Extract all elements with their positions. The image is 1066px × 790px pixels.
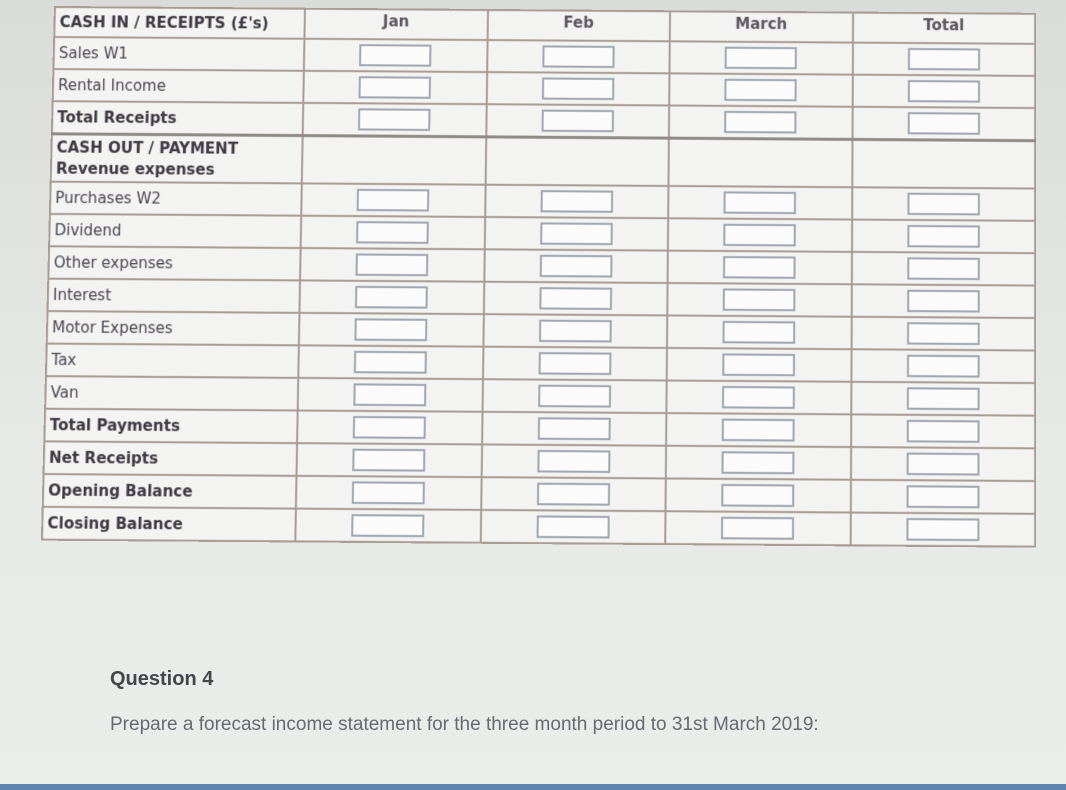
dividend-march-input[interactable] [723,224,796,247]
table-row [42,507,1035,547]
question-block [110,668,990,737]
cell-jan [296,476,481,510]
cell-march [668,186,852,220]
cell-feb [482,379,667,413]
cell-total [852,139,1035,189]
net-receipts-feb-input[interactable] [537,450,610,473]
motor-expenses-feb-input[interactable] [539,320,612,343]
cell-jan [303,103,487,136]
cell-box [856,448,1031,480]
cell-total [852,43,1035,76]
cell-box [673,219,847,251]
cell-box [488,283,662,315]
cash-flow-table [41,6,1036,548]
cell-feb [482,347,667,381]
net-receipts-total-input[interactable] [906,453,979,476]
cell-total [851,284,1035,318]
section-subtitle: Revenue expenses [55,159,215,179]
cell-feb [483,282,667,316]
total-payments-feb-input[interactable] [538,417,611,440]
other-expenses-jan-input[interactable] [356,253,429,276]
cell-box [302,444,477,476]
column-header-jan: Jan [304,9,487,40]
cell-box [856,383,1030,415]
cell-box [308,72,481,103]
cell-total [851,317,1035,351]
cell-box [857,44,1030,75]
cell-jan [295,509,480,543]
interest-march-input[interactable] [723,288,796,311]
cell-jan [301,216,485,250]
opening-balance-march-input[interactable] [721,484,794,507]
cell-box [489,250,663,282]
cell-box [855,514,1030,546]
table-row [51,133,1035,188]
cell-march [669,73,852,106]
cell-box [856,318,1030,350]
cell-box [303,379,478,411]
interest-feb-input[interactable] [539,287,612,310]
cell-box [673,187,847,218]
row-label-closing-balance: Closing Balance [42,507,296,542]
cell-total [851,382,1035,416]
cell-box [487,413,662,445]
cell-box [856,415,1030,447]
purchases-w2-feb-input[interactable] [540,190,613,213]
cell-march [668,251,852,285]
column-header-feb: Feb [487,10,670,41]
van-feb-input[interactable] [538,385,611,408]
motor-expenses-total-input[interactable] [907,322,980,345]
cell-march [668,218,852,252]
cell-box [857,221,1031,253]
cell-box [674,107,847,138]
cell-box [305,281,479,313]
cell-box [489,218,663,250]
rental-income-feb-input[interactable] [542,77,614,100]
cell-march [666,413,851,447]
cell-jan [302,135,486,185]
tax-total-input[interactable] [907,355,980,378]
row-label-van: Van [45,376,298,410]
cell-box [673,252,847,284]
closing-balance-total-input[interactable] [906,518,979,541]
cell-box [306,217,480,249]
cell-box [670,512,845,544]
closing-balance-jan-input[interactable] [351,514,424,537]
section-label [51,133,303,183]
cell-box [491,73,664,104]
van-total-input[interactable] [907,387,980,410]
row-label-tax: Tax [46,344,299,378]
cell-box [674,74,847,105]
column-header-march: March [670,11,853,42]
row-label-rental-income: Rental Income [53,69,304,103]
cell-box [671,382,845,414]
cell-feb [484,217,668,251]
cell-jan [303,71,486,104]
cell-box [303,346,478,378]
row-label-total-payments: Total Payments [44,409,297,443]
row-label-dividend: Dividend [49,214,301,248]
cell-feb [487,40,670,73]
cell-jan [296,443,481,477]
cell-box [671,480,846,512]
net-receipts-march-input[interactable] [722,451,795,474]
cell-box [305,249,479,281]
purchases-w2-total-input[interactable] [907,193,979,216]
cell-box [301,477,476,509]
cell-box [855,481,1030,513]
section-title: CASH OUT / PAYMENT [56,137,239,158]
cell-march [667,315,851,349]
cell-box [491,105,664,136]
total-receipts-total-input[interactable] [907,112,979,135]
question-text: Prepare a forecast income statement for the three month period to 31st March 2019: [110,714,819,735]
total-receipts-jan-input[interactable] [358,108,431,131]
cell-total [851,414,1036,448]
cell-box [308,104,481,135]
cell-box [309,40,482,71]
row-label-opening-balance: Opening Balance [43,474,297,509]
cell-jan [304,39,487,72]
cell-march [665,511,850,545]
tax-feb-input[interactable] [538,352,611,375]
cell-box [671,447,846,479]
row-label-net-receipts: Net Receipts [44,441,298,475]
closing-balance-feb-input[interactable] [536,515,609,538]
cell-box [674,42,847,73]
cell-total [850,513,1035,547]
header-label: CASH IN / RECEIPTS (£'s) [54,7,305,39]
total-payments-total-input[interactable] [906,420,979,443]
opening-balance-jan-input[interactable] [352,481,425,504]
other-expenses-total-input[interactable] [907,257,980,280]
row-label-interest: Interest [48,279,300,313]
cell-total [850,447,1035,481]
cell-box [487,380,662,412]
sales-w1-feb-input[interactable] [542,45,614,68]
cell-box [486,478,661,510]
cell-march [668,138,852,188]
opening-balance-feb-input[interactable] [537,483,610,506]
cell-jan [301,183,485,217]
tax-march-input[interactable] [722,353,795,376]
cell-box [857,76,1030,107]
cell-box [490,186,664,217]
cell-feb [486,104,669,137]
cell-box [300,510,475,542]
row-label-purchases-w2: Purchases W2 [50,182,302,216]
cell-box [672,349,846,381]
tax-jan-input[interactable] [354,351,427,374]
bottom-bar [0,784,1066,790]
dividend-jan-input[interactable] [356,221,429,244]
dividend-total-input[interactable] [907,225,979,248]
cell-march [666,446,851,480]
cell-box [306,184,480,215]
cash-flow-sheet [41,6,1036,548]
net-receipts-jan-input[interactable] [352,449,425,472]
dividend-feb-input[interactable] [540,222,613,245]
cell-box [302,412,477,444]
cell-march [666,380,851,414]
cell-total [851,252,1035,286]
cell-box [485,511,660,543]
row-label-total-receipts: Total Receipts [52,101,303,135]
cell-feb [485,185,669,219]
rental-income-jan-input[interactable] [359,76,432,99]
column-header-total: Total [852,13,1035,44]
van-march-input[interactable] [722,386,795,409]
cell-total [852,187,1035,221]
cell-feb [481,477,666,511]
cell-march [669,105,852,138]
closing-balance-march-input[interactable] [721,517,794,540]
total-payments-jan-input[interactable] [353,416,426,439]
cell-box [856,253,1030,285]
other-expenses-march-input[interactable] [723,256,796,279]
motor-expenses-jan-input[interactable] [355,318,428,341]
purchases-w2-march-input[interactable] [724,191,797,214]
cell-march [667,283,851,317]
other-expenses-feb-input[interactable] [539,255,612,278]
sales-w1-jan-input[interactable] [359,44,431,67]
interest-total-input[interactable] [907,290,980,313]
cell-box [304,314,478,346]
cell-feb [484,249,668,283]
cell-march [669,41,852,74]
cell-box [857,108,1030,139]
cell-box [856,285,1030,317]
cell-feb [480,510,665,544]
cell-feb [486,72,669,105]
row-label-other-expenses: Other expenses [48,246,300,280]
cell-feb [483,314,667,348]
total-payments-march-input[interactable] [722,419,795,442]
cell-jan [297,410,482,444]
question-title: Question 4 [110,668,214,690]
total-receipts-march-input[interactable] [724,111,796,134]
cell-box [671,414,846,446]
cell-box [486,445,661,477]
cell-march [665,478,850,512]
cell-box [492,41,665,72]
van-jan-input[interactable] [354,383,427,406]
cell-march [667,348,851,382]
rental-income-total-input[interactable] [908,80,980,103]
rental-income-march-input[interactable] [725,79,797,102]
cell-feb [485,136,669,186]
cell-box [857,188,1030,219]
cell-total [851,349,1035,383]
sales-w1-march-input[interactable] [725,47,797,70]
interest-jan-input[interactable] [355,286,428,309]
cell-jan [300,248,484,282]
purchases-w2-jan-input[interactable] [357,189,430,212]
cell-box [672,284,846,316]
cell-jan [299,313,483,347]
cell-feb [481,444,666,478]
cell-jan [299,280,483,314]
motor-expenses-march-input[interactable] [723,321,796,344]
cell-jan [298,345,483,379]
cell-total [852,220,1036,254]
cell-box [488,315,662,347]
opening-balance-total-input[interactable] [906,485,979,508]
sales-w1-total-input[interactable] [908,48,980,71]
row-label-motor-expenses: Motor Expenses [47,311,300,345]
row-label-sales-w1: Sales W1 [53,37,304,71]
cell-box [672,316,846,348]
cell-box [488,348,662,380]
cell-box [856,350,1030,382]
cell-total [852,75,1035,108]
total-receipts-feb-input[interactable] [541,109,613,132]
cell-total [850,480,1035,514]
cell-jan [298,378,483,412]
cell-total [852,107,1035,140]
cell-feb [482,412,667,446]
